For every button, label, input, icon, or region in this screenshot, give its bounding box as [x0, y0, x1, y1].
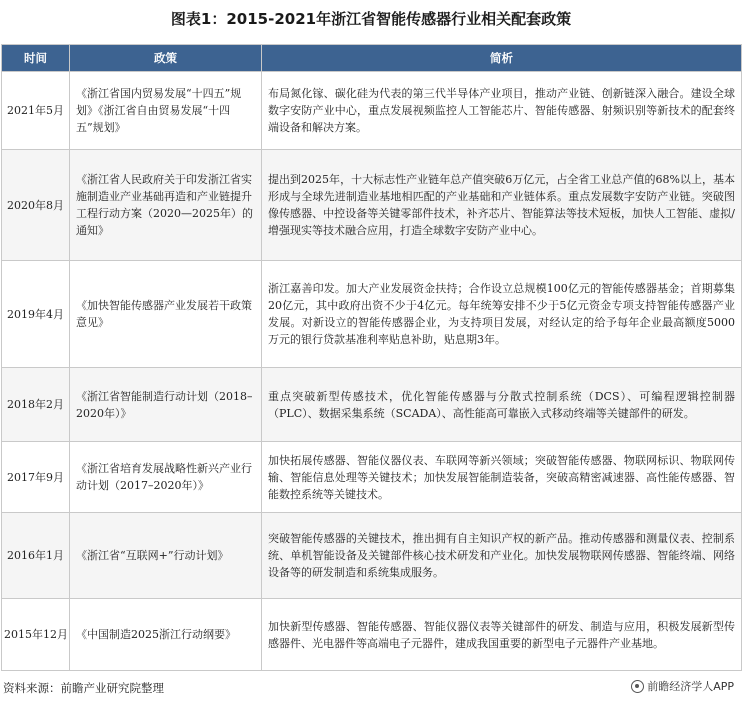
brand-label: 前瞻经济学人APP [647, 680, 734, 693]
policy-table [1, 44, 742, 671]
cell-time: 2016年1月 [2, 513, 70, 599]
cell-policy: 《浙江省智能制造行动计划（2018–2020年）》 [70, 368, 262, 442]
cell-summary: 加快拓展传感器、智能仪器仪表、车联网等新兴领域；突破智能传感器、物联网标识、物联网传输、智能信息处理等关键技术；加快发展智能制造装备，突破高精密减速器、高性能传感器、智能数控系统等关键技术。 [262, 442, 742, 513]
cell-time: 2020年8月 [2, 150, 70, 261]
cell-policy: 《中国制造2025浙江行动纲要》 [70, 599, 262, 671]
cell-summary: 浙江嘉善印发。加大产业发展资金扶持；合作设立总规模100亿元的智能传感器基金；首期募集20亿元，其中政府出资不少于4亿元。每年统筹安排不少于5亿元资金专项支持智能传感器产业发展。对新设立的智能传感器企业，为支持项目发展，对经认定的给予每年企业最高额度5000万元的银行贷款基准利率贴息补助，贴息期3年。 [262, 261, 742, 368]
cell-policy: 《浙江省人民政府关于印发浙江省实施制造业产业基础再造和产业链提升工程行动方案（2020—2025年）的通知》 [70, 150, 262, 261]
table-row [2, 599, 742, 671]
cell-summary: 布局氮化镓、碳化硅为代表的第三代半导体产业项目，推动产业链、创新链深入融合。建设全球数字安防产业中心，重点发展视频监控人工智能芯片、智能传感器、射频识别等新技术的配套终端设备和解决方案。 [262, 72, 742, 150]
cell-summary: 提出到2025年，十大标志性产业链年总产值突破6万亿元，占全省工业总产值的68%以上，基本形成与全球先进制造业基地相匹配的产业基础和产业链体系。重点发展数字安防产业链。突破图像传感器、中控设备等关键零部件技术，补齐芯片、智能算法等技术短板，加快人工智能、虚拟/增强现实等技术融合应用，打造全球数字安防产业中心。 [262, 150, 742, 261]
brand-logo-icon [631, 680, 644, 693]
table-row [2, 442, 742, 513]
table-row [2, 513, 742, 599]
cell-summary: 突破智能传感器的关键技术，推出拥有自主知识产权的新产品。推动传感器和测量仪表、控制系统、单机智能设备及关键部件核心技术研发和产业化。加快发展物联网传感器、智能终端、网络设备等的研发制造和系统集成服务。 [262, 513, 742, 599]
cell-policy: 《加快智能传感器产业发展若干政策意见》 [70, 261, 262, 368]
chart-title: 图表1：2015-2021年浙江省智能传感器行业相关配套政策 [170, 10, 572, 28]
table-header-row [2, 45, 742, 72]
table-row [2, 72, 742, 150]
header-summary: 简析 [262, 45, 742, 72]
table-row [2, 150, 742, 261]
cell-summary: 重点突破新型传感技术，优化智能传感器与分散式控制系统（DCS）、可编程逻辑控制器（PLC）、数据采集系统（SCADA）、高性能高可靠嵌入式移动终端等关键部件的研发。 [262, 368, 742, 442]
source-note: 资料来源：前瞻产业研究院整理 [3, 681, 164, 695]
cell-time: 2021年5月 [2, 72, 70, 150]
cell-time: 2019年4月 [2, 261, 70, 368]
cell-time: 2018年2月 [2, 368, 70, 442]
table-row [2, 261, 742, 368]
header-time: 时间 [2, 45, 70, 72]
cell-summary: 加快新型传感器、智能传感器、智能仪器仪表等关键部件的研发、制造与应用，积极发展新型传感器件、光电器件等高端电子元器件，建成我国重要的新型电子元器件产业基地。 [262, 599, 742, 671]
table-row [2, 368, 742, 442]
cell-time: 2015年12月 [2, 599, 70, 671]
header-policy: 政策 [70, 45, 262, 72]
brand-mark [631, 678, 734, 694]
cell-policy: 《浙江省培育发展战略性新兴产业行动计划（2017–2020年）》 [70, 442, 262, 513]
cell-time: 2017年9月 [2, 442, 70, 513]
cell-policy: 《浙江省国内贸易发展“十四五”规划》《浙江省自由贸易发展“十四五”规划》 [70, 72, 262, 150]
cell-policy: 《浙江省“互联网+”行动计划》 [70, 513, 262, 599]
